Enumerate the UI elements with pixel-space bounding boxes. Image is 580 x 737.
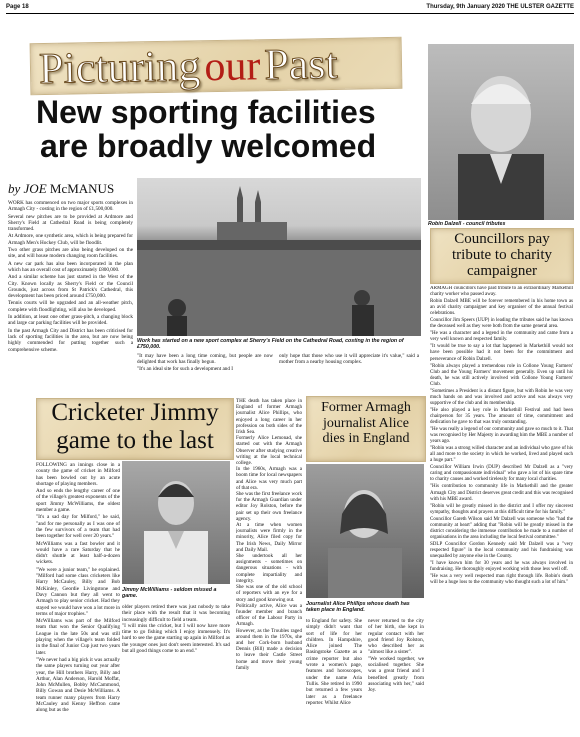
councillors-paragraph: "Robin was a strong willed character and an individual who gave of his all and more to the society in which he worked, lived and played such a huge part." [430,446,573,464]
robin-dalzell-photo [428,44,574,220]
page-header [6,4,574,14]
councillors-paragraph: "He was really a legend of our community and gave so much to it. That was recognised by Her Majesty in awarding him the MBE a number of years ago. [430,427,573,445]
headline-line-1: New sporting facilities [36,94,376,130]
alice-body-col1: THE death has taken place in England of former Armagh journalist Alice Phillips, who enjoyed a long career in her profession on both sides of the Irish Sea. Formerly Alice Lemonad, she started out with the Armagh Observer after studying creative writing at the local technical college. In the 1960s, Armagh was a boom time for local newspapers and Alice was very much part of that era. She was the first freelance work for the Armagh Guardian under editor Joy Rolston, before the pair set up their own freelance agency. At a time when women journalists were firmly in the minority, Alice filed copy for The Irish News, Daily Mirror and Daily Mail. She undertook all her assignments - sometimes on dangerous situations - with complete impartiality and integrity. She was one of the old school of reporters with an eye for a story and good knowing out. Politically active, Alice was a founder member and branch officer of the Labour Party in Armagh. However, as the Troubles raged around them in the 1970s, she and her Cork-born husband Dennis (Bill) made a decision to leave their Castle Street home and move their young family [236,398,302,671]
alice-photo-caption: Journalist Alice Phillips whose death has taken place in England. [306,601,410,614]
cricket-paragraph: "We were a junior team," he explained. "Milford had some class cricketers like Harry McCauley, Billy and Bob McKinley, Geordie Livingstone and Davy Cannon but they all went to Armagh to play senior cricket. Had they stayed we would have won a lot more in terms of major trophies." [36,566,120,617]
councillors-headline: Councillors pay tribute to charity campaigner [452,231,552,279]
councillors-body [430,286,573,736]
cricket-paragraph: McWilliams was part of the Milford team that won the Senior Qualifying League in the late 50s and was still playing when the village's team folded in the final of Junior Cup just two years later. [36,618,120,656]
jimmy-photo-caption: Jimmy McWilliams - seldom missed a game. [122,587,217,600]
field-scene-illustration [137,178,421,336]
cricket-headline-line-2: game to the last [56,427,214,454]
lead-paragraph: Two other grass pitches are also being developed on the site, and will house modern changing room facilities. [8,247,133,260]
alice-body-col2: to England for safety. She simply didn't want that sort of life for her children. In Hampshire, Alice joined The Basingstoke Gazette as a crime reporter but also wrote a women's page, features and horoscopes, under the name Aria Tullis. She retired in 1990 but returned a few years later as a freelance reporter. Whilst Alice [306,618,362,706]
councillors-paragraph: "It would be true to say a lot that happened in Markethill would not have been possible had it not been for the commitment and perseverance of Robin Dalzell. [430,344,573,362]
lead-cont-col1: "It may have been a long time coming, but people are now delighted that work has finally begun. "It's an ideal site for such a development and I [137,353,273,372]
councillors-paragraph: Councillor Jim Speers (UUP) in leading the tributes said he has known the deceased well as they were both from the same general area. [430,318,573,330]
lead-paragraph: In the past Armagh City and District has been criticised for lack of sporting facilities in the area, but are now being highly commended for putting together such a comprehensive scheme. [8,327,133,353]
date-paper: Thursday, 9th January 2020 THE ULSTER GAZETTE [426,4,574,10]
byline-last: McMANUS [49,181,115,196]
lead-paragraph: Several new pitches are to be provided at Ardmore and Sherry's Field at Cathedral Road is being completely transformed. [8,213,133,233]
councillors-paragraph: "He was a very well respected man right through life. Robin's death will be a huge loss to the community who thought such a lot of him." [430,574,573,586]
cricket-paragraph: "We never had a big pick it was actually the same players turning out year after year, the Hill brothers Harry, Billy and Arthur, Alan Anderson, Harold Moffat, John McMullen, Bobby McCammond, Billy Gowan and Desie McWilliams. A team runner many players from Harry McCauley and Kenny Heffron came along but as the [36,656,120,714]
banner-word-our: our [203,43,261,91]
lead-paragraph: WORK has commenced on two major sports complexes in Armagh City - costing in the region of £1,500,000. [8,200,133,213]
banner-title [38,38,339,94]
cricket-cont-col1: older players retired there was just nobody to take their place with the result that it was becoming increasingly difficult to field a team. "I will miss the cricket, but I will now have more time to go fishing which I enjoy immensely. It's hard to see the game starting up again in Milford as the younger ones just don't seem interested. It's sad but all good things come to an end." [122,604,230,655]
councillors-paragraph: "Sometimes a President is a distant figure, but with Robin he was very much hands on and was involved and active and was always very supportive of the club and its membership. [430,388,573,406]
lead-paragraph: And a similar scheme has just started in the West of the City. Known locally as Sherry's Field or the Council Grounds, just across from St Patrick's Cathedral, this development has been priced around £750,000. [8,274,133,300]
banner-word-past: Past [263,38,339,90]
councillors-paragraph: ARMAGH councillors have paid tribute to an extraordinary Markethill charity worker who passed away. [430,286,573,298]
councillors-paragraph: "Robin will be greatly missed in the district and I offer my sincerest sympathy, thoughts and prayers at this difficult time for his family." [430,503,573,515]
cricket-headline-line-1: Cricketer Jimmy [51,399,219,426]
section-banner [30,37,403,95]
councillors-paragraph: SDLP Councillor Gordon Kennedy said Mr Dalzell was a "very respected figure" in the local community and his fundraising was unequalled by anyone else in the County. [430,541,573,559]
councillors-headline-box [430,228,574,284]
cricket-body [36,462,120,734]
lead-paragraph: In addition, at least one other grass-pitch, a changing block and large car parking facilities will be provided. [8,314,133,327]
main-headline [36,95,416,163]
cricket-headline-box [36,398,234,460]
alice-phillips-photo [306,464,424,598]
robin-photo-caption: Robin Dalzell - council tributes [428,221,506,227]
jimmy-mcwilliams-photo [122,461,230,584]
cricket-paragraph: And so ends the lengthy career of one of the village's greatest exponents of the sport Jimmy McWilliams, the oldest member a game. [36,488,120,514]
cricket-paragraph: FOLLOWING an innings close in a county the game of cricket in Milford has been bowled out by an acute shortage of playing members. [36,462,120,487]
alice-body-col3: never returned to the city of her birth, she kept in regular contact with her good friend Joy Rolston, who described her as "almost like a sister". "We worked together, we socialised together. She was a great friend and I benefited greatly from associating with her," said Joy. [368,618,424,694]
lead-photo-caption: Work has started on a new sport complex at Sherry's Field on the Cathedral Road, costing in the region of £750,000. [137,338,404,351]
councillors-paragraph: "Robin always played a tremendous role in Collone Young Farmers' Club and the Young Farmers' movement generally. Even up until his death, he was still actively involved with Collone Young Farmers' Club. [430,363,573,387]
byline-prefix: by [8,181,21,196]
byline-first: JOE [23,181,47,196]
cricket-paragraph: "It's a sad day for Milford," he said, "and for me personally as I was one of the few survivors of a team that had been together for well over 20 years." [36,514,120,540]
lead-cont-col2: only hope that those who use it will appreciate it's value," said a mother from a nearby housing complex. [279,353,419,366]
cricketer-illustration [122,461,230,584]
councillors-paragraph: "I have known him for 30 years and he was always involved in fundraising. He thoroughly enjoyed working with those less well off. [430,561,573,573]
journalist-illustration [306,464,424,598]
sports-field-photo [137,178,421,336]
banner-word-picturing: Picturing [38,41,201,94]
lead-paragraph: A new car park has also been incorporated in the plan which has an overall cost of approximately £800,000. [8,260,133,273]
councillors-paragraph: "He also played a key role in Markethill Festival and had been chairperson for 35 years. The amount of time, commitment and dedication he gave to that was truly outstanding. [430,407,573,425]
councillors-paragraph: "He was a character and a legend in the community and came from a very well known and respected family. [430,331,573,343]
portrait-illustration [428,44,574,220]
councillors-paragraph: Councillor William Irwin (DUP) described Mr Dalzell as a "very caring and compassionate individual" who gave a lot of his spare time to charity causes and worked tirelessly for many local charities. [430,465,573,483]
cricket-paragraph: McWilliams was a fast bowler and it would have a rare Saturday that he didn't shuttle at least half-a-dozen wickets. [36,540,120,566]
page-number: Page 18 [6,4,29,10]
lead-story-body [8,200,133,372]
alice-headline: Former Armagh journalist Alice dies in England [321,400,411,446]
councillors-paragraph: Robin Dalzell MBE will be forever remembered in his home town as an avid charity campaigner and key organiser of the annual festival celebrations. [430,299,573,317]
councillors-paragraph: Councillor Gareth Wilson said Mr Dalzell was someone who "had the community at heart" adding that "Robin will be greatly missed in the district considering the immense contribution he made to a number of organisations in the area including the local festival committee." [430,516,573,540]
lead-paragraph: At Ardmore, one synthetic area, which is being prepared for Armagh Men's Hockey Club, will be floodlit. [8,233,133,246]
alice-headline-box [306,396,426,462]
councillors-paragraph: "His contribution to community life in Markethill and the greater Armagh City and District deserves great credit and this was recognised with his MBE award. [430,484,573,502]
lead-paragraph: Tennis courts will be upgraded and an all-weather pitch, complete with floodlighting, will also be developed. [8,300,133,313]
headline-line-2: are broadly welcomed [40,128,377,164]
byline [8,181,114,197]
